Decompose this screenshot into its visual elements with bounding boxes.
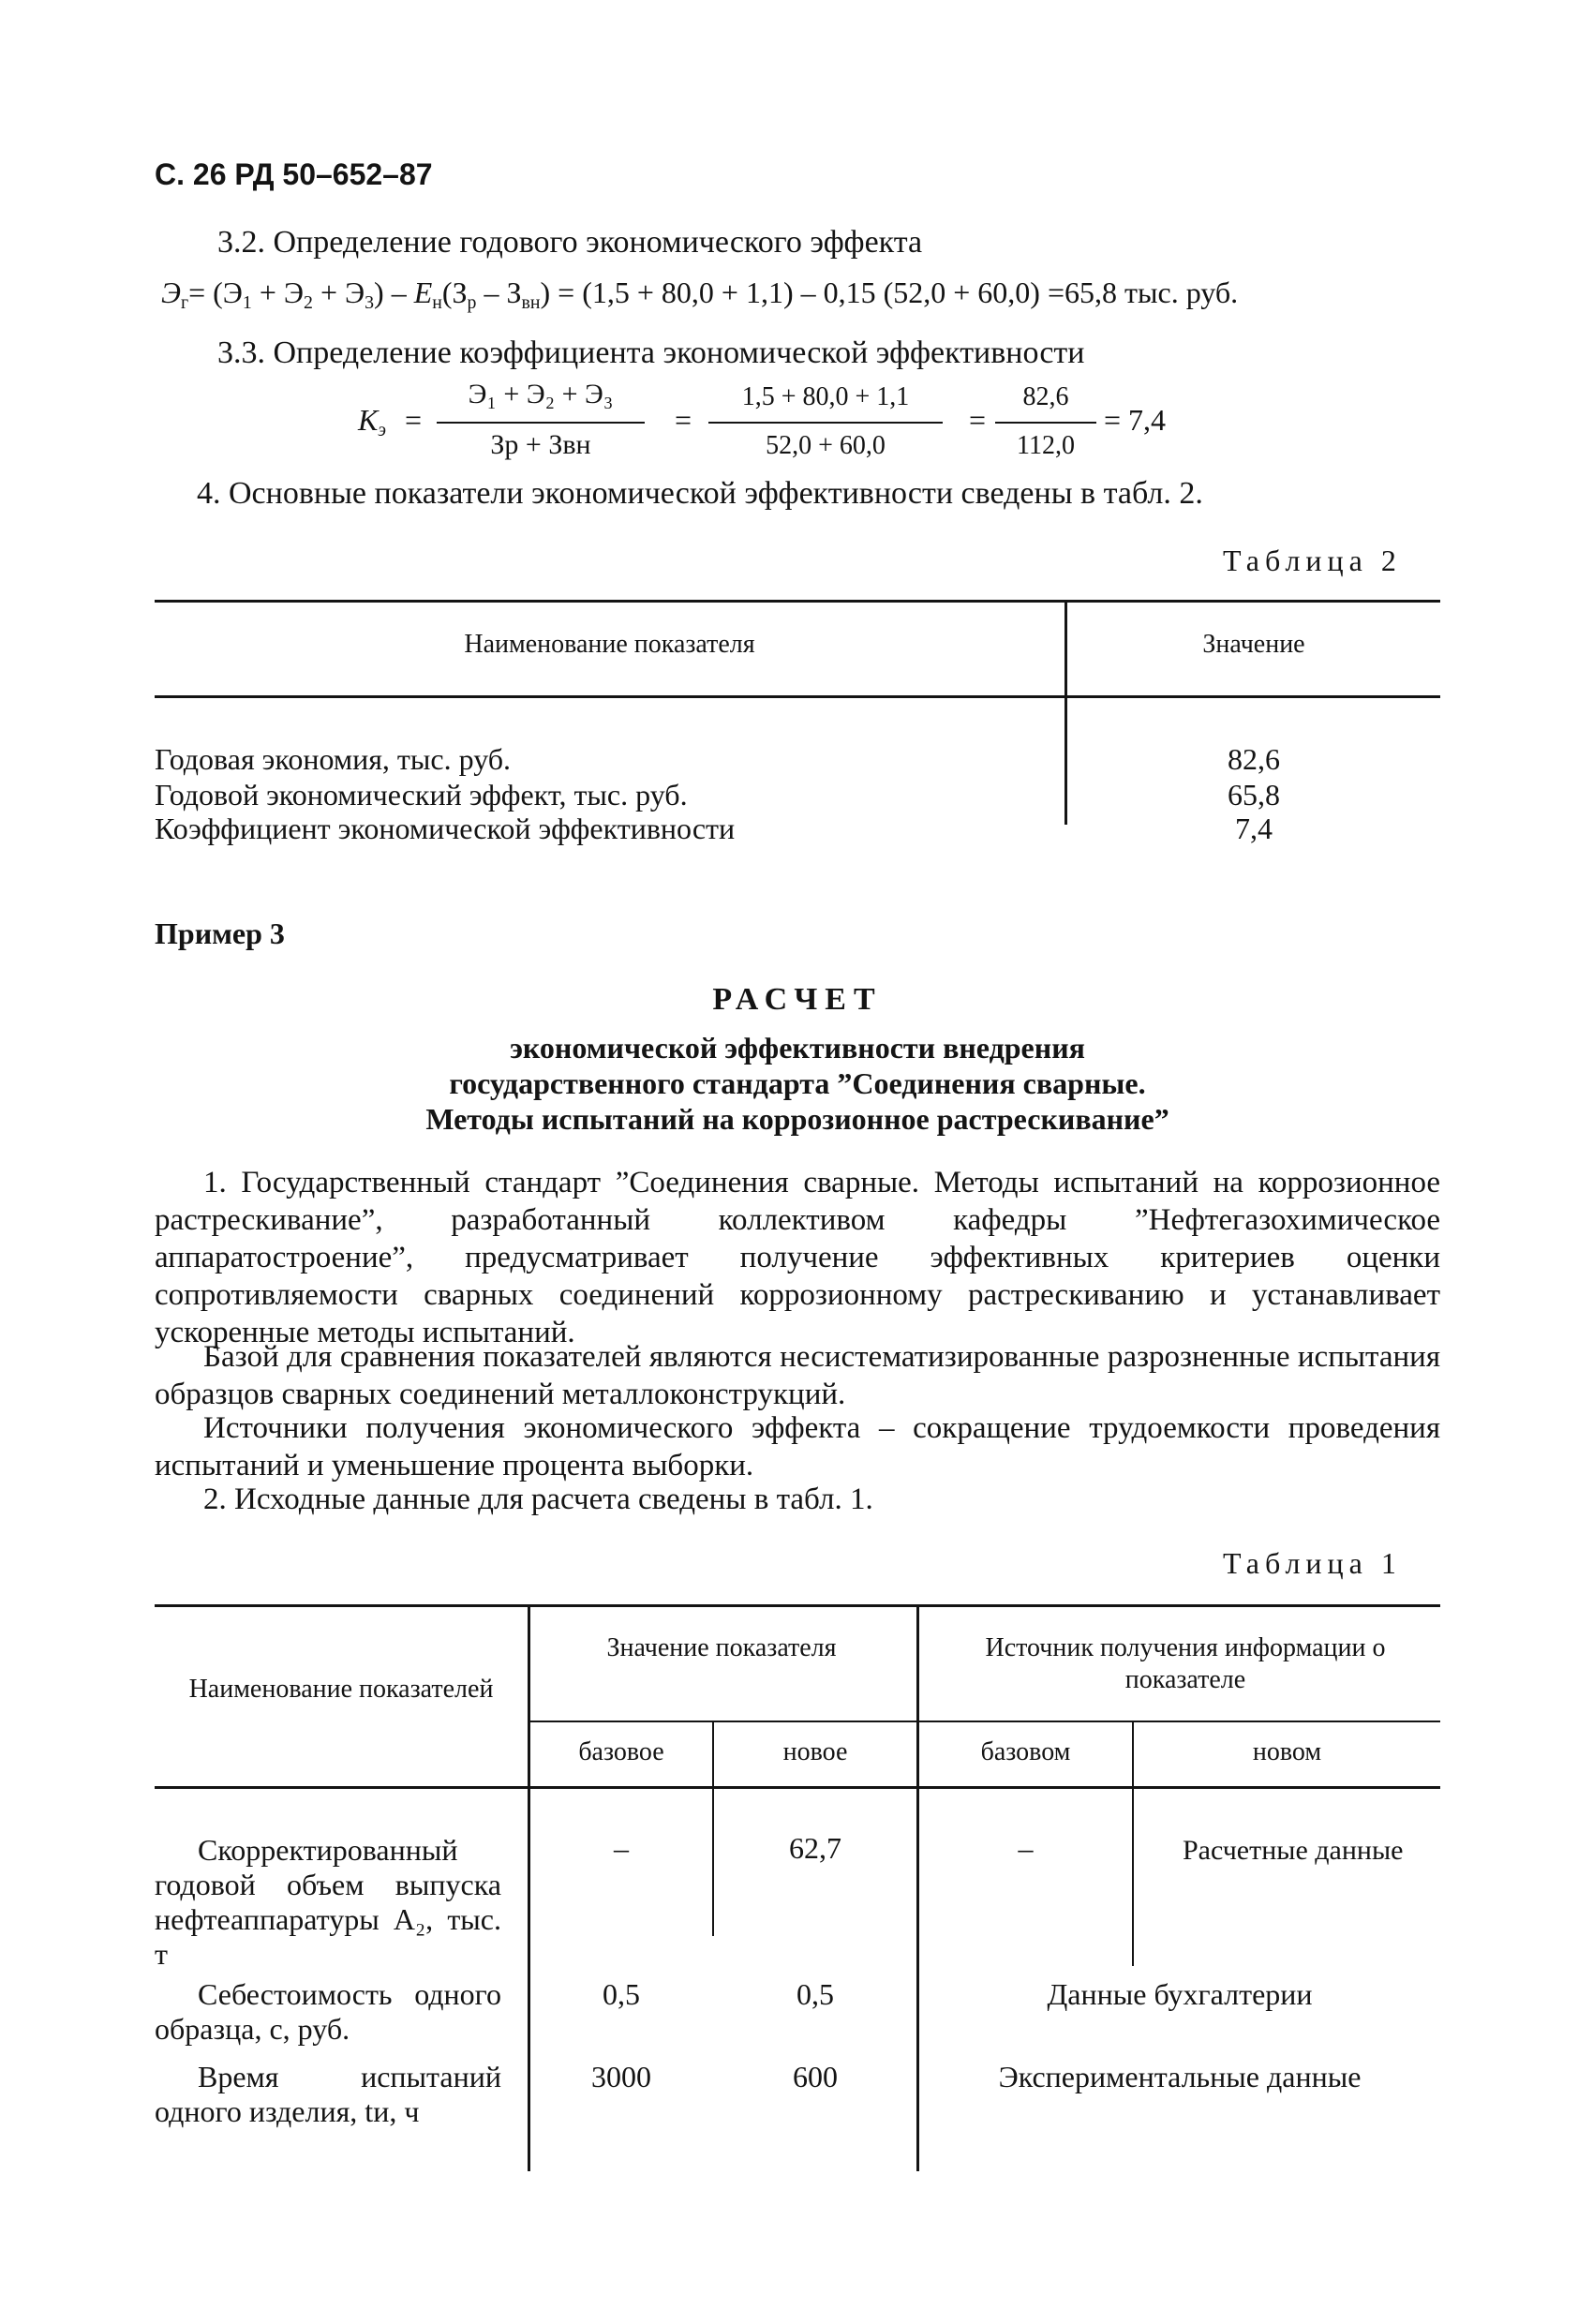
calc-heading: РАСЧЕТ [712,982,883,1017]
fraction-1-denominator: Зр + Звн [490,429,591,460]
table1-subheader-base-src: базовом [980,1737,1071,1766]
table1-row-1-src-base: – [1018,1831,1034,1865]
table1-row-1-name: Скорректированный годовой объем выпуска нефтеаппаратуры А₂, тыс. т [155,1833,501,1971]
table2-top-rule [155,600,1440,603]
paragraph-4: 2. Исходные данные для расчета сведены в табл. 1. [203,1482,873,1516]
table1-header-value: Значение показателя [606,1633,837,1662]
table1-row-2-new: 0,5 [796,1977,834,2011]
table2-row-1-name: Годовая экономия, тыс. руб. [155,742,512,776]
table1-row-2-base: 0,5 [603,1977,640,2011]
table1-row-1-base: – [614,1831,629,1865]
table1-caption: Таблица 1 [1223,1546,1402,1580]
section-3-2-title: 3.2. Определение годового экономического эффекта [217,225,923,260]
formula-k-label: $К_э$ [358,403,386,440]
table1-row-3-base: 3000 [591,2060,651,2093]
page-header: С. 26 РД 50–652–87 [155,157,433,191]
table1-row-1-src-new: Расчетные данные [1183,1835,1404,1866]
table1-row-3-src: Экспериментальные данные [998,2060,1362,2093]
table1-subheader-new-src: новом [1252,1737,1322,1766]
fraction-2-bar [708,422,943,424]
table1-header-source: Источник получения информации о показателе [985,1633,1386,1694]
formula-equals: = [405,403,423,437]
formula-result: = 7,4 [1104,403,1167,437]
table1-top-rule [155,1604,1440,1607]
calc-subheading-line-2: государственного стандарта ”Соединения сварные. [449,1066,1146,1100]
fraction-2-numerator: 1,5 + 80,0 + 1,1 [741,382,910,411]
table2-header-rule [155,695,1440,698]
fraction-2-denominator: 52,0 + 60,0 [766,431,886,460]
table1-row-2-name: Себестоимость одного образца, с, руб. [155,1977,501,2046]
table2-row-3-value: 7,4 [1235,812,1273,845]
table1-subheader-new: новое [782,1737,848,1766]
table2-header-name: Наименование показателя [464,630,755,659]
table1-subheader-rule [530,1721,1440,1722]
section-3-3-title: 3.3. Определение коэффициента экономической эффективности [217,335,1085,370]
paragraph-2: Базой для сравнения показателей являются несистематизированные разрозненные испытания образцов сварных соединений металлоконструкций. [155,1340,1440,1411]
table1-row-3-new: 600 [793,2060,838,2093]
table2-row-2-name: Годовой экономический эффект, тыс. руб. [155,778,688,812]
table1-header-rule [155,1786,1440,1789]
table1-subheader-base: базовое [578,1737,664,1766]
paragraph-1: 1. Государственный стандарт ”Соединения сварные. Методы испытаний на коррозионное растрескивание”, разработанный коллективом кафедры ”Нефтегазохимическое аппаратостроение”, предусматривает получение эффективных критериев оценки сопротивляемости сварных соединений коррозионному растрескиванию и устанавливает ускоренные методы испытаний. [155,1166,1440,1349]
fraction-3-numerator: 82,6 [1022,382,1069,411]
table1-row-2-src: Данные бухгалтерии [1047,1977,1313,2011]
table2-header-value: Значение [1202,630,1305,659]
calc-subheading-line-1: экономической эффективности внедрения [510,1031,1085,1065]
table2-row-1-value: 82,6 [1228,742,1280,776]
table1-header-name: Наименование показателей [188,1675,494,1704]
fraction-3-denominator: 112,0 [1017,431,1075,460]
example-label: Пример 3 [155,916,285,950]
fraction-1-numerator: Э₁ + Э₂ + Э₃ [468,379,614,410]
table2-row-2-value: 65,8 [1228,778,1280,812]
table1-row-3-name: Время испытаний одного изделия, tи, ч [155,2060,501,2128]
formula-equals-2: = [675,403,692,437]
fraction-1-bar [437,422,645,424]
section-4-text: 4. Основные показатели экономической эффективности сведены в табл. 2. [197,476,1203,511]
fraction-3-bar [995,422,1096,424]
table1-row-1-new: 62,7 [789,1831,841,1865]
paragraph-3: Источники получения экономического эффекта – сокращение трудоемкости проведения испытаний и уменьшение процента выборки. [155,1411,1440,1482]
calc-subheading-line-3: Методы испытаний на коррозионное растрескивание” [425,1102,1169,1136]
table2-row-3-name: Коэффициент экономической эффективности [155,812,736,845]
table2-caption: Таблица 2 [1223,544,1402,577]
formula-equals-3: = [969,403,987,437]
formula-annual-effect: $Э_г= (Э_1 + Э_2 + Э_3) - Е_н(З_р - З_{вн}) = (1,5 + 80,0 + 1,1) - 0,15$ (52,0 + 60,0) =65,8 тыс. руб. [161,276,1239,313]
